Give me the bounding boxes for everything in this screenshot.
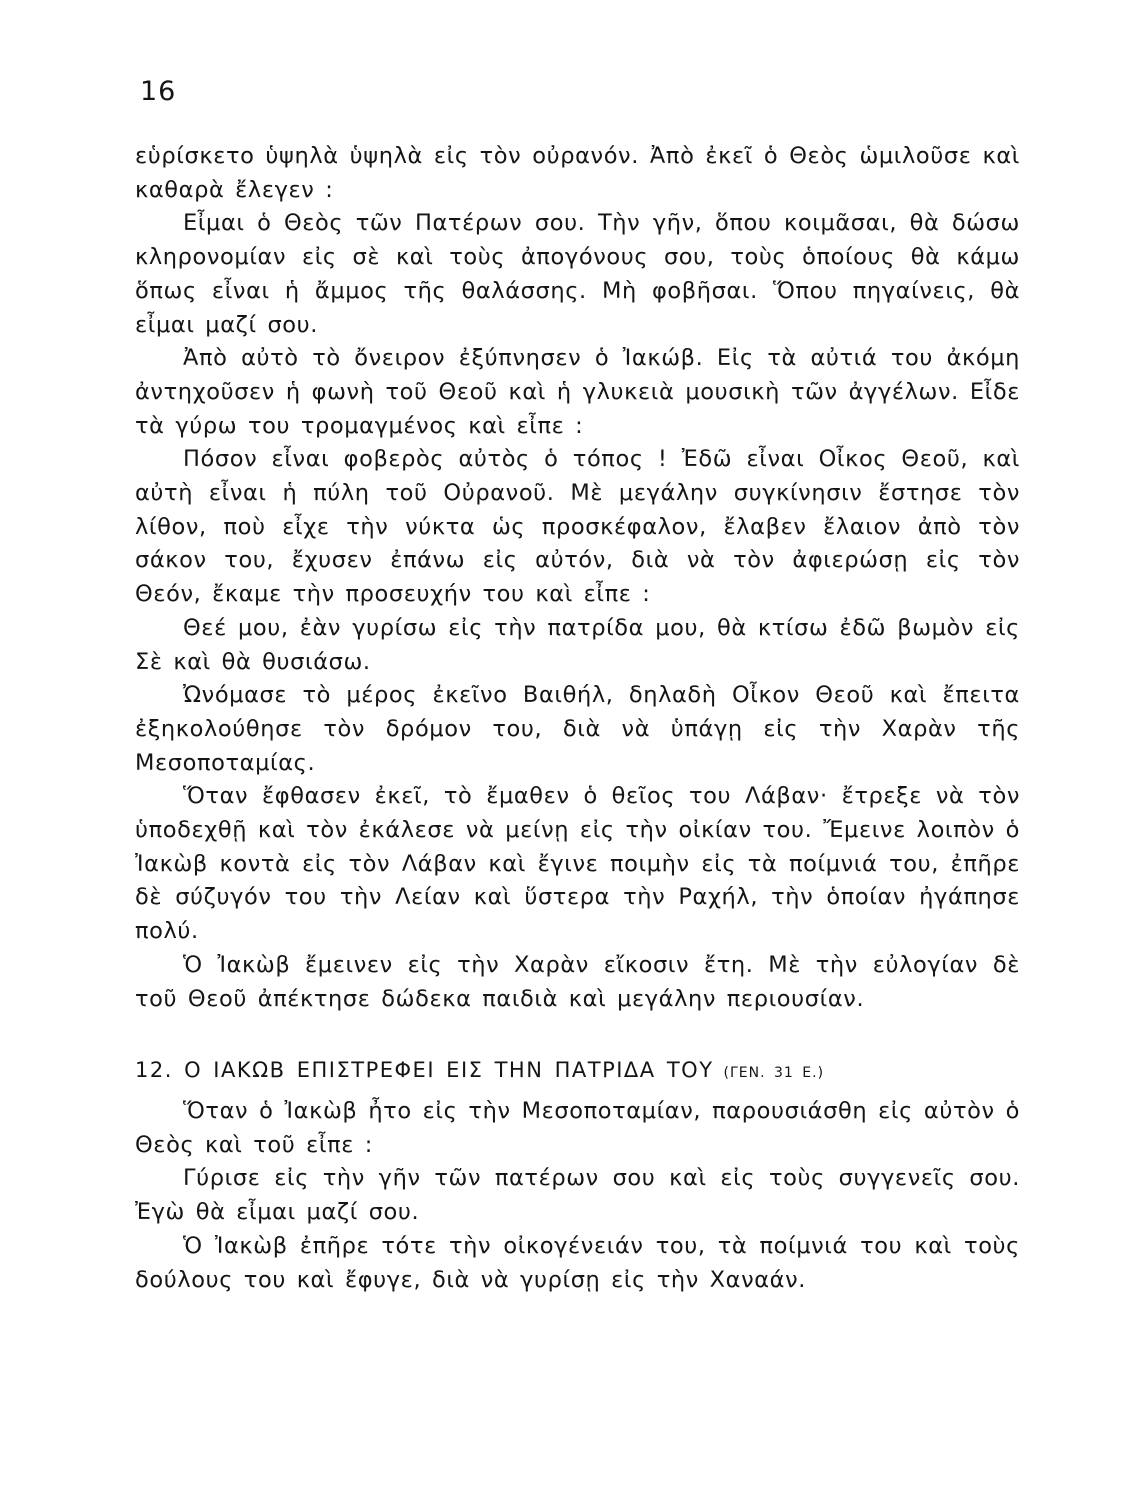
paragraph: Ὠνόμασε τὸ μέρος ἐκεῖνο Βαιθήλ, δηλαδὴ Οἶκον Θεοῦ καὶ ἔπειτα ἐξηκολούθησε τὸν δρόμον του, διὰ νὰ ὑπάγῃ εἰς τὴν Χαρὰν τῆς Μεσοποταμίας.	[135, 682, 1020, 776]
section-heading-reference: (ΓΕΝ. 31 Ε.)	[723, 1065, 825, 1082]
paragraph: Θεέ μου, ἐὰν γυρίσω εἰς τὴν πατρίδα μου, θὰ κτίσω ἐδῶ βωμὸν εἰς Σὲ καὶ θὰ θυσιάσω.	[135, 614, 1020, 675]
section-heading-title: 12. Ο ΙΑΚΩΒ ΕΠΙΣΤΡΕΦΕΙ ΕΙΣ ΤΗΝ ΠΑΤΡΙΔΑ ΤΟΥ	[135, 1058, 714, 1083]
paragraph: εὑρίσκετο ὑψηλὰ ὑψηλὰ εἰς τὸν οὐρανόν. Ἀπὸ ἐκεῖ ὁ Θεὸς ὡμιλοῦσε καὶ καθαρὰ ἔλεγεν :	[135, 143, 1020, 203]
paragraph: Ὅταν ἔφθασεν ἐκεῖ, τὸ ἔμαθεν ὁ θεῖος του Λάβαν· ἔτρεξε νὰ τὸν ὑποδεχθῇ καὶ τὸν ἐκάλεσε νὰ μείνῃ εἰς τὴν οἰκίαν του. Ἔμεινε λοιπὸν ὁ Ἰακὼβ κοντὰ εἰς τὸν Λάβαν καὶ ἔγινε ποιμὴν εἰς τὰ ποίμνιά του, ἐπῆρε δὲ σύζυγόν του τὴν Λείαν καὶ ὕστερα τὴν Ραχήλ, τὴν ὁποίαν ἠγάπησε πολύ.	[135, 783, 1020, 945]
paragraph: Ὁ Ἰακὼβ ἔμεινεν εἰς τὴν Χαρὰν εἴκοσιν ἔτη. Μὲ τὴν εὐλογίαν δὲ τοῦ Θεοῦ ἀπέκτησε δώδεκα παιδιὰ καὶ μεγάλην περιουσίαν.	[135, 951, 1020, 1012]
paragraph: Εἶμαι ὁ Θεὸς τῶν Πατέρων σου. Τὴν γῆν, ὅπου κοιμᾶσαι, θὰ δώσω κληρονομίαν εἰς σὲ καὶ τοὺς ἀπογόνους σου, τοὺς ὁποίους θὰ κάμω ὅπως εἶναι ἡ ἄμμος τῆς θαλάσσης. Μὴ φοβῆσαι. Ὅπου πηγαίνεις, θὰ εἶμαι μαζί σου.	[135, 210, 1020, 338]
paragraph: Γύρισε εἰς τὴν γῆν τῶν πατέρων σου καὶ εἰς τοὺς συγγενεῖς σου. Ἐγὼ θὰ εἶμαι μαζί σου.	[135, 1165, 1020, 1226]
page-number: 16	[140, 76, 177, 107]
paragraph: Ὁ Ἰακὼβ ἐπῆρε τότε τὴν οἰκογένειάν του, τὰ ποίμνιά του καὶ τοὺς δούλους του καὶ ἔφυγε, διὰ νὰ γυρίσῃ εἰς τὴν Χαναάν.	[135, 1232, 1020, 1293]
section-heading	[135, 1054, 1020, 1091]
paragraph: Ὅταν ὁ Ἰακὼβ ἦτο εἰς τὴν Μεσοποταμίαν, παρουσιάσθη εἰς αὐτὸν ὁ Θεὸς καὶ τοῦ εἶπε :	[135, 1097, 1020, 1158]
paragraph: Πόσον εἶναι φοβερὸς αὐτὸς ὁ τόπος ! Ἐδῶ εἶναι Οἶκος Θεοῦ, καὶ αὐτὴ εἶναι ἡ πύλη τοῦ Οὐρανοῦ. Μὲ μεγάλην συγκίνησιν ἔστησε τὸν λίθον, ποὺ εἶχε τὴν νύκτα ὡς προσκέφαλον, ἔλαβεν ἔλαιον ἀπὸ τὸν σάκον του, ἔχυσεν ἐπάνω εἰς αὐτόν, διὰ νὰ τὸν ἀφιερώσῃ εἰς τὸν Θεόν, ἔκαμε τὴν προσευχήν του καὶ εἶπε :	[135, 446, 1020, 608]
text-block	[135, 140, 1020, 1297]
paragraph: Ἀπὸ αὐτὸ τὸ ὄνειρον ἐξύπνησεν ὁ Ἰακώβ. Εἰς τὰ αὐτιά του ἀκόμη ἀντηχοῦσεν ἡ φωνὴ τοῦ Θεοῦ καὶ ἡ γλυκειὰ μουσικὴ τῶν ἀγγέλων. Εἶδε τὰ γύρω του τρομαγμένος καὶ εἶπε :	[135, 345, 1020, 439]
